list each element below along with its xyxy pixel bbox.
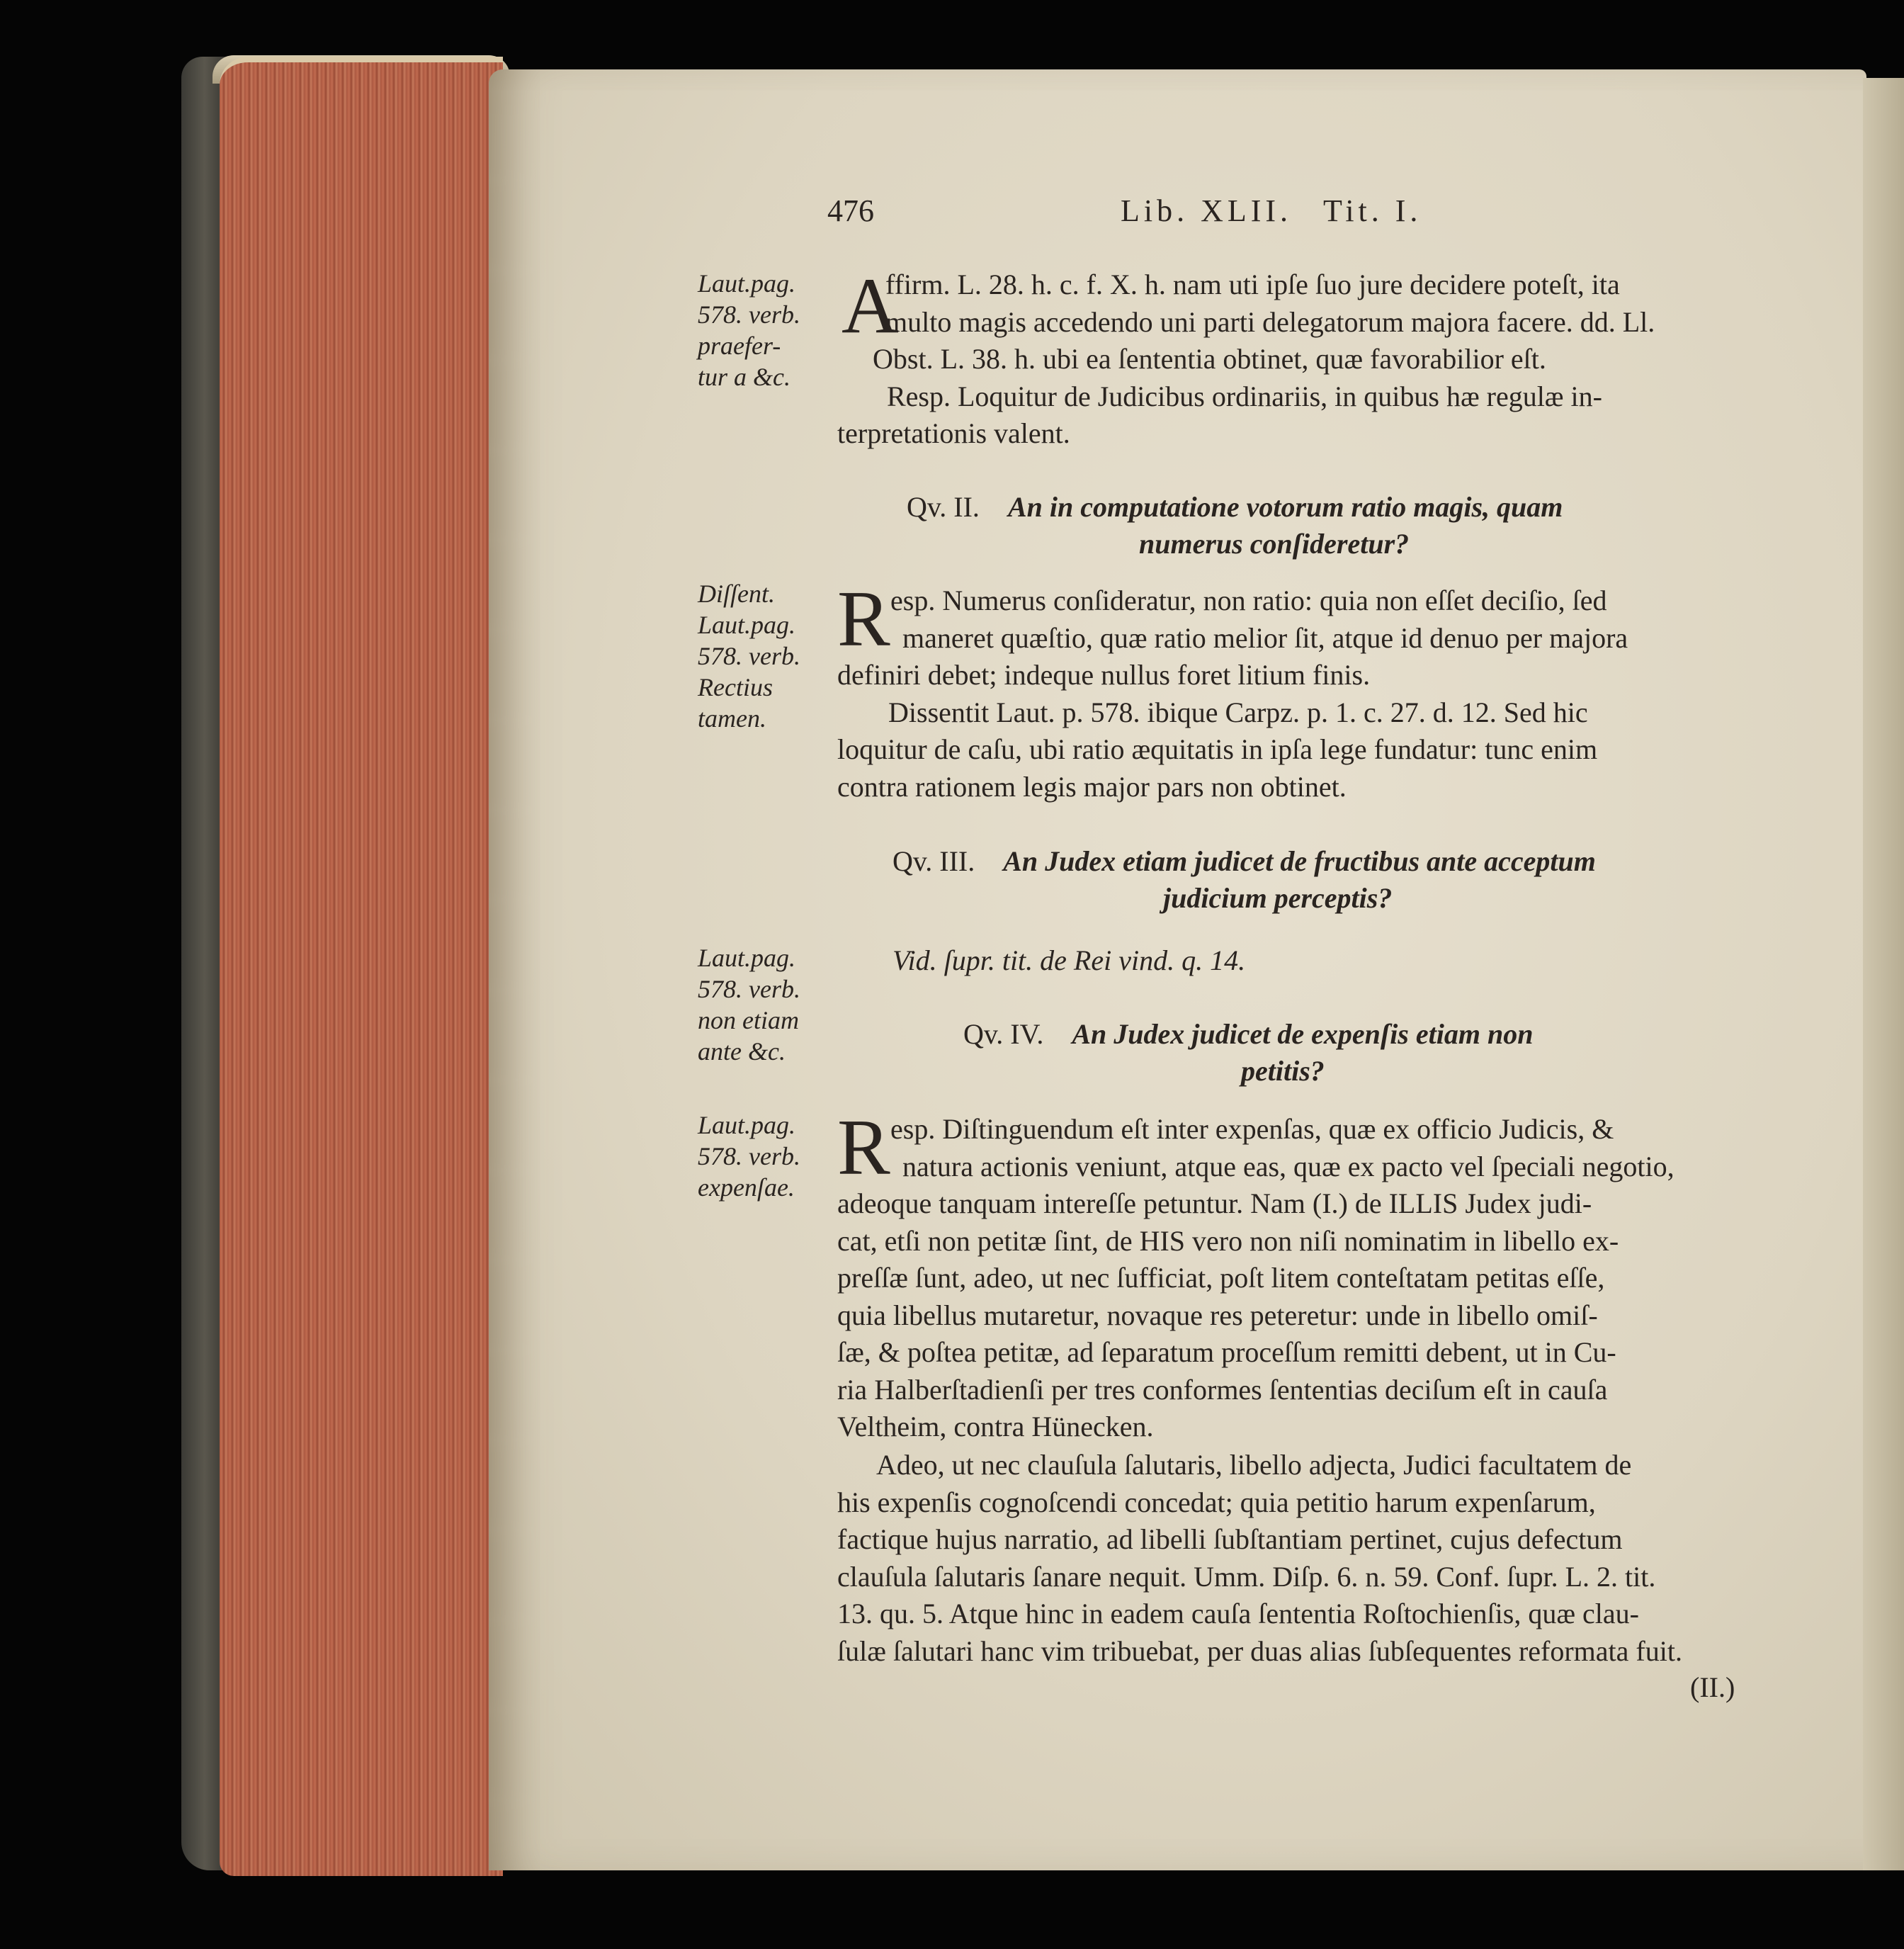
- dropcap-a: A: [842, 262, 899, 350]
- text-line: contra rationem legis major pars non obtinet.: [837, 770, 1347, 803]
- text-line: loquitur de caſu, ubi ratio æquitatis in ipſa lege fundatur: tunc enim: [837, 733, 1598, 765]
- question-4-title-line1: An Judex judicet de expenſis etiam non: [1072, 1018, 1534, 1050]
- question-2-title-line2: numerus conſideretur?: [1139, 528, 1410, 560]
- question-4-label: Qv. IV.: [963, 1018, 1044, 1050]
- question-3-label: Qv. III.: [892, 845, 975, 877]
- dropcap-r-1: R: [837, 575, 890, 663]
- margin-note-3: Laut.pag. 578. verb. non etiam ante &c.: [698, 944, 800, 1066]
- question-2-title-line1: An in computatione votorum ratio magis, quam: [1007, 491, 1563, 523]
- paragraph-affirm: [837, 262, 1740, 453]
- question-4-title-line2: petitis?: [1241, 1055, 1325, 1087]
- text-line: Adeo, ut nec clauſula ſalutaris, libello adjecta, Judici facultatem de: [876, 1449, 1632, 1481]
- text-line: esp. Diſtinguendum eſt inter expenſas, quæ ex officio Judicis, &: [890, 1113, 1614, 1145]
- dropcap-r-2: R: [837, 1104, 890, 1192]
- text-line: terpretationis valent.: [837, 417, 1070, 449]
- running-head-titulus: Tit. I.: [1323, 193, 1422, 228]
- question-3-title-line2-wrap: [1163, 880, 1392, 917]
- text-line: cat, etſi non petitæ ſint, de HIS vero non niſi nominatim in libello ex-: [837, 1224, 1619, 1257]
- text-line: definiri debet; indeque nullus foret litium finis.: [837, 659, 1371, 691]
- question-2-title-line2-wrap: [1139, 526, 1409, 563]
- text-line: maneret quæſtio, quæ ratio melior ſit, atque id denuo per majora: [902, 621, 1628, 654]
- text-line: ffirm. L. 28. h. c. f. X. h. nam uti ipſe ſuo jure decidere poteſt, ita: [885, 269, 1620, 300]
- margin-note-4: Laut.pag. 578. verb. expenſae.: [698, 1111, 800, 1202]
- text-line: preſſæ ſunt, adeo, ut nec ſufficiat, poſt litem conteſtatam petitas eſſe,: [837, 1262, 1605, 1294]
- question-3-title-line2: judicium perceptis?: [1163, 882, 1393, 914]
- text-line: ſulæ ſalutari hanc vim tribuebat, per duas alias ſubſequentes reformata fuit.: [837, 1634, 1682, 1667]
- paragraph-resp-4: [837, 1104, 1740, 1446]
- text-line: his expenſis cognoſcendi concedat; quia petitio harum expenſarum,: [837, 1486, 1596, 1518]
- text-line: multo magis accedendo uni parti delegatorum majora facere. dd. Ll.: [885, 305, 1655, 338]
- paragraph-adeo: [837, 1447, 1740, 1670]
- question-2-label: Qv. II.: [907, 491, 980, 523]
- text-line: ria Halberſtadienſi per tres conformes ſententias deciſum eſt in cauſa: [837, 1373, 1608, 1406]
- text-line: Obst. L. 38. h. ubi ea ſententia obtinet, quæ favorabilior eſt.: [873, 343, 1546, 375]
- catchword: (II.): [1690, 1671, 1735, 1703]
- text-line: natura actionis veniunt, atque eas, quæ ex pacto vel ſpeciali negotio,: [902, 1150, 1674, 1182]
- question-4-heading: [963, 1016, 1533, 1053]
- text-line: adeoque tanquam intereſſe petuntur. Nam (I.) de ILLIS Judex judi-: [837, 1187, 1592, 1219]
- text-line: Dissentit Laut. p. 578. ibique Carpz. p. 1. c. 27. d. 12. Sed hic: [888, 696, 1588, 728]
- text-line: Veltheim, contra Hünecken.: [837, 1411, 1154, 1442]
- text-line: ſæ, & poſtea petitæ, ad ſeparatum proceſſum remitti debent, ut in Cu-: [837, 1336, 1616, 1368]
- text-line: clauſula ſalutaris ſanare nequit. Umm. Diſp. 6. n. 59. Conf. ſupr. L. 2. tit.: [837, 1560, 1656, 1593]
- question-4-title-line2-wrap: [1241, 1053, 1325, 1090]
- facing-page-edge: [1863, 78, 1904, 1870]
- paragraph-resp-2: [837, 575, 1740, 806]
- text-line: quia libellus mutaretur, novaque res peteretur: unde in libello omiſ-: [837, 1299, 1598, 1331]
- question-2-heading: [907, 489, 1563, 526]
- page-stack-edge: [220, 57, 503, 1876]
- text-line: 13. qu. 5. Atque hinc in eadem cauſa ſententia Roſtochienſis, quæ clau-: [837, 1598, 1639, 1629]
- text-line: esp. Numerus conſideratur, non ratio: quia non eſſet deciſio, ſed: [890, 584, 1607, 616]
- question-3-heading: [892, 843, 1596, 880]
- margin-note-1: Laut.pag. 578. verb. praefer- tur a &c.: [698, 269, 800, 391]
- reference-line: Vid. ſupr. tit. de Rei vind. q. 14.: [892, 944, 1246, 976]
- running-head-liber: Lib. XLII.: [1121, 193, 1293, 228]
- page-number: 476: [827, 193, 874, 228]
- text-line: Resp. Loquitur de Judicibus ordinariis, in quibus hæ regulæ in-: [887, 380, 1602, 412]
- text-line: factique hujus narratio, ad libelli ſubſtantiam pertinet, cujus defectum: [837, 1523, 1623, 1555]
- margin-note-2: Diſſent. Laut.pag. 578. verb. Rectius tamen.: [698, 580, 800, 733]
- question-3-title-line1: An Judex etiam judicet de fructibus ante acceptum: [1003, 845, 1596, 877]
